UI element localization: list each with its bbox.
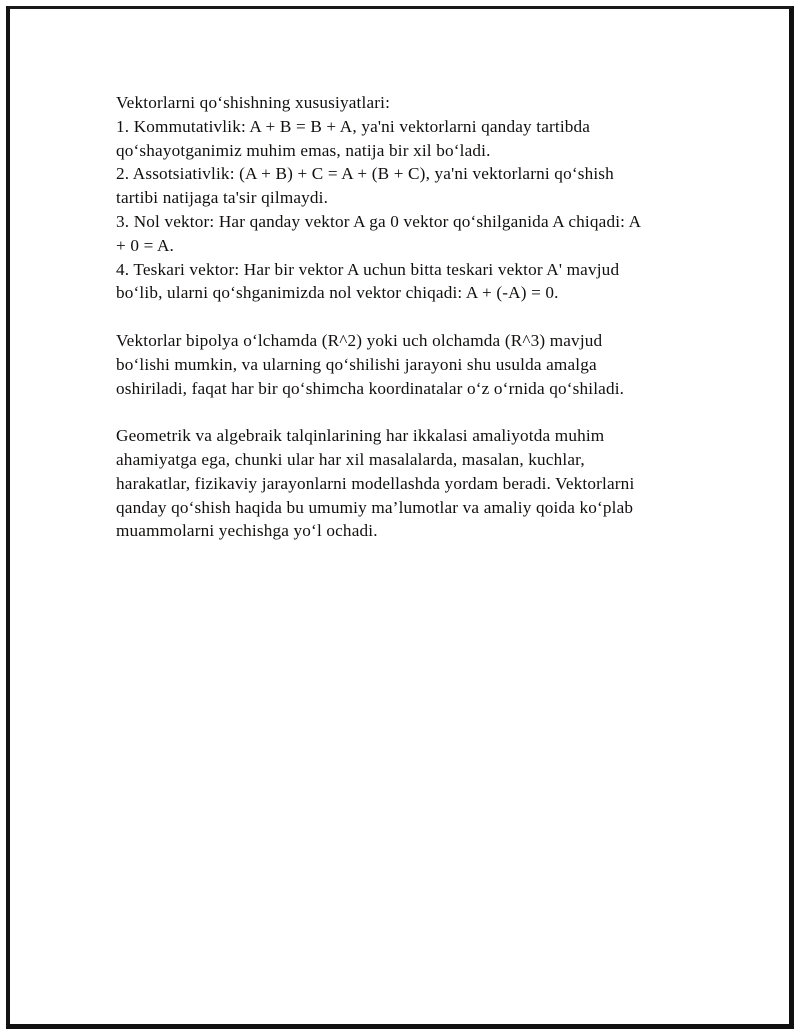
text-line: 4. Teskari vektor: Har bir vektor A uchun bitta teskari vektor A' mavjud [116,259,620,279]
text-line: tartibi natijaga ta'sir qilmaydi. [116,188,329,208]
document-text-body [116,91,682,543]
text-line: 1. Kommutativlik: A + B = B + A, ya'ni vektorlarni qanday tartibda [116,116,591,136]
paragraph-applications-note [116,424,682,543]
text-line: harakatlar, fizikaviy jarayonlarni modellashda yordam beradi. Vektorlarni [116,473,635,493]
text-line: ahamiyatga ega, chunki ular har xil masalalarda, masalan, kuchlar, [116,449,585,469]
text-line: qanday qo‘shish haqida bu umumiy ma’lumotlar va amaliy qoida ko‘plab [116,497,634,517]
text-line: Vektorlarni qo‘shishning xususiyatlari: [116,93,391,112]
text-line: Vektorlar bipolya o‘lchamda (R^2) yoki uch olchamda (R^3) mavjud [116,330,603,350]
text-line: + 0 = A. [116,235,175,255]
text-line: 3. Nol vektor: Har qanday vektor A ga 0 vektor qo‘shilganida A chiqadi: A [116,211,642,231]
paragraph-dimensions-note [116,329,682,400]
text-line: bo‘lishi mumkin, va ularning qo‘shilishi jarayoni shu usulda amalga [116,354,597,374]
text-line: Geometrik va algebraik talqinlarining har ikkalasi amaliyotda muhim [116,426,605,446]
paragraph-properties-list [116,91,682,305]
document-page [10,9,789,1024]
scanned-page-frame [6,6,794,1029]
text-line: 2. Assotsiativlik: (A + B) + C = A + (B + C), ya'ni vektorlarni qo‘shish [116,164,614,184]
text-line: oshiriladi, faqat har bir qo‘shimcha koordinatalar o‘z o‘rnida qo‘shiladi. [116,378,625,398]
text-line: muammolarni yechishga yo‘l ochadi. [116,521,378,541]
text-line: qo‘shayotganimiz muhim emas, natija bir xil bo‘ladi. [116,140,491,160]
text-line: bo‘lib, ularni qo‘shganimizda nol vektor chiqadi: A + (-A) = 0. [116,283,559,303]
